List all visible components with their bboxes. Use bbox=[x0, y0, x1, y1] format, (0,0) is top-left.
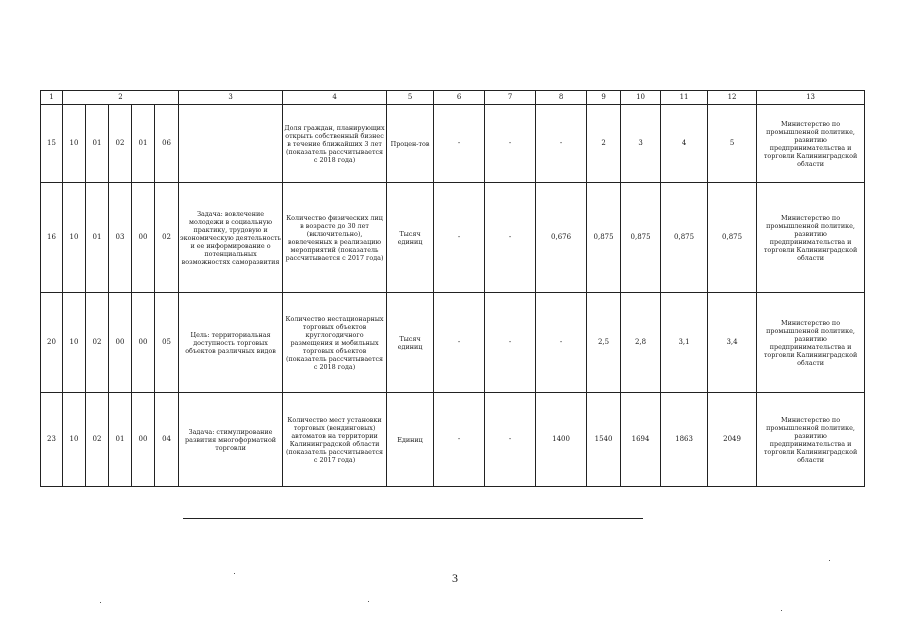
goal-cell: Цель: территориальная доступность торговых объектов различных видов bbox=[179, 293, 283, 393]
unit-cell: Процен-тов bbox=[387, 105, 434, 183]
code-cell: 00 bbox=[132, 183, 155, 293]
code-cell: 01 bbox=[86, 105, 109, 183]
code-cell: 00 bbox=[132, 293, 155, 393]
code-cell: 04 bbox=[155, 393, 179, 487]
scan-speck bbox=[100, 602, 101, 603]
value-cell: 1400 bbox=[536, 393, 587, 487]
goal-cell bbox=[179, 105, 283, 183]
value-cell: 2,8 bbox=[621, 293, 661, 393]
value-cell: - bbox=[485, 105, 536, 183]
value-cell: 1540 bbox=[587, 393, 621, 487]
value-cell: - bbox=[485, 393, 536, 487]
row-number: 15 bbox=[41, 105, 63, 183]
value-cell: - bbox=[485, 293, 536, 393]
header-col-9: 9 bbox=[587, 91, 621, 105]
header-col-8: 8 bbox=[536, 91, 587, 105]
table-header-row bbox=[41, 91, 865, 105]
header-col-12: 12 bbox=[708, 91, 757, 105]
code-cell: 03 bbox=[109, 183, 132, 293]
header-col-10: 10 bbox=[621, 91, 661, 105]
header-col-2: 2 bbox=[63, 91, 179, 105]
table-row bbox=[41, 293, 865, 393]
scan-speck bbox=[234, 573, 235, 574]
code-cell: 02 bbox=[86, 293, 109, 393]
value-cell: 0,875 bbox=[708, 183, 757, 293]
indicator-cell: Количество мест установки торговых (вендинговых) автоматов на территории Калининградской области (показатель рассчитывается с 2017 года) bbox=[283, 393, 387, 487]
indicator-cell: Количество нестационарных торговых объектов круглогодичного размещения и мобильных торговых объектов (показатель рассчитывается с 2018 года) bbox=[283, 293, 387, 393]
value-cell: - bbox=[536, 293, 587, 393]
value-cell: 3 bbox=[621, 105, 661, 183]
code-cell: 10 bbox=[63, 393, 86, 487]
value-cell: 2,5 bbox=[587, 293, 621, 393]
table-row bbox=[41, 183, 865, 293]
value-cell: 1863 bbox=[661, 393, 708, 487]
value-cell: 2049 bbox=[708, 393, 757, 487]
value-cell: 0,875 bbox=[621, 183, 661, 293]
header-col-13: 13 bbox=[757, 91, 865, 105]
code-cell: 10 bbox=[63, 183, 86, 293]
code-cell: 01 bbox=[109, 393, 132, 487]
code-cell: 00 bbox=[109, 293, 132, 393]
table-row bbox=[41, 105, 865, 183]
header-col-1: 1 bbox=[41, 91, 63, 105]
code-cell: 00 bbox=[132, 393, 155, 487]
code-cell: 05 bbox=[155, 293, 179, 393]
value-cell: - bbox=[434, 183, 485, 293]
code-cell: 01 bbox=[132, 105, 155, 183]
value-cell: 4 bbox=[661, 105, 708, 183]
header-col-5: 5 bbox=[387, 91, 434, 105]
code-cell: 02 bbox=[109, 105, 132, 183]
value-cell: 2 bbox=[587, 105, 621, 183]
scan-speck bbox=[368, 601, 369, 602]
row-number: 23 bbox=[41, 393, 63, 487]
value-cell: - bbox=[485, 183, 536, 293]
goal-cell: Задача: вовлечение молодежи в социальную практику, трудовую и экономическую деятельность и ее информирование о потенциальных возможностях саморазвития bbox=[179, 183, 283, 293]
code-cell: 01 bbox=[86, 183, 109, 293]
header-col-3: 3 bbox=[179, 91, 283, 105]
value-cell: 5 bbox=[708, 105, 757, 183]
value-cell: - bbox=[536, 105, 587, 183]
scan-speck bbox=[829, 560, 830, 561]
unit-cell: Тысяч единиц bbox=[387, 293, 434, 393]
responsible-cell: Министерство по промышленной политике, развитию предпринимательства и торговли Калининградской области bbox=[757, 183, 865, 293]
value-cell: - bbox=[434, 293, 485, 393]
scan-speck bbox=[781, 610, 782, 611]
header-col-4: 4 bbox=[283, 91, 387, 105]
value-cell: 3,4 bbox=[708, 293, 757, 393]
value-cell: - bbox=[434, 105, 485, 183]
code-cell: 02 bbox=[86, 393, 109, 487]
row-number: 16 bbox=[41, 183, 63, 293]
indicator-cell: Доля граждан, планирующих открыть собственный бизнес в течение ближайших 3 лет (показатель рассчитывается с 2018 года) bbox=[283, 105, 387, 183]
header-col-11: 11 bbox=[661, 91, 708, 105]
unit-cell: Единиц bbox=[387, 393, 434, 487]
row-number: 20 bbox=[41, 293, 63, 393]
value-cell: 0,875 bbox=[587, 183, 621, 293]
value-cell: 0,875 bbox=[661, 183, 708, 293]
code-cell: 10 bbox=[63, 105, 86, 183]
indicator-cell: Количество физических лиц в возрасте до 30 лет (включительно), вовлеченных в реализацию мероприятий (показатель рассчитывается с 2017 года) bbox=[283, 183, 387, 293]
page-number: 3 bbox=[452, 571, 458, 585]
responsible-cell: Министерство по промышленной политике, развитию предпринимательства и торговли Калининградской области bbox=[757, 293, 865, 393]
value-cell: 3,1 bbox=[661, 293, 708, 393]
indicators-table bbox=[40, 90, 865, 487]
code-cell: 06 bbox=[155, 105, 179, 183]
goal-cell: Задача: стимулирование развития многоформатной торговли bbox=[179, 393, 283, 487]
code-cell: 10 bbox=[63, 293, 86, 393]
value-cell: 1694 bbox=[621, 393, 661, 487]
unit-cell: Тысяч единиц bbox=[387, 183, 434, 293]
footer-divider bbox=[183, 518, 643, 519]
value-cell: - bbox=[434, 393, 485, 487]
code-cell: 02 bbox=[155, 183, 179, 293]
responsible-cell: Министерство по промышленной политике, развитию предпринимательства и торговли Калининградской области bbox=[757, 393, 865, 487]
header-col-6: 6 bbox=[434, 91, 485, 105]
table-row bbox=[41, 393, 865, 487]
responsible-cell: Министерство по промышленной политике, развитию предпринимательства и торговли Калининградской области bbox=[757, 105, 865, 183]
value-cell: 0,676 bbox=[536, 183, 587, 293]
header-col-7: 7 bbox=[485, 91, 536, 105]
